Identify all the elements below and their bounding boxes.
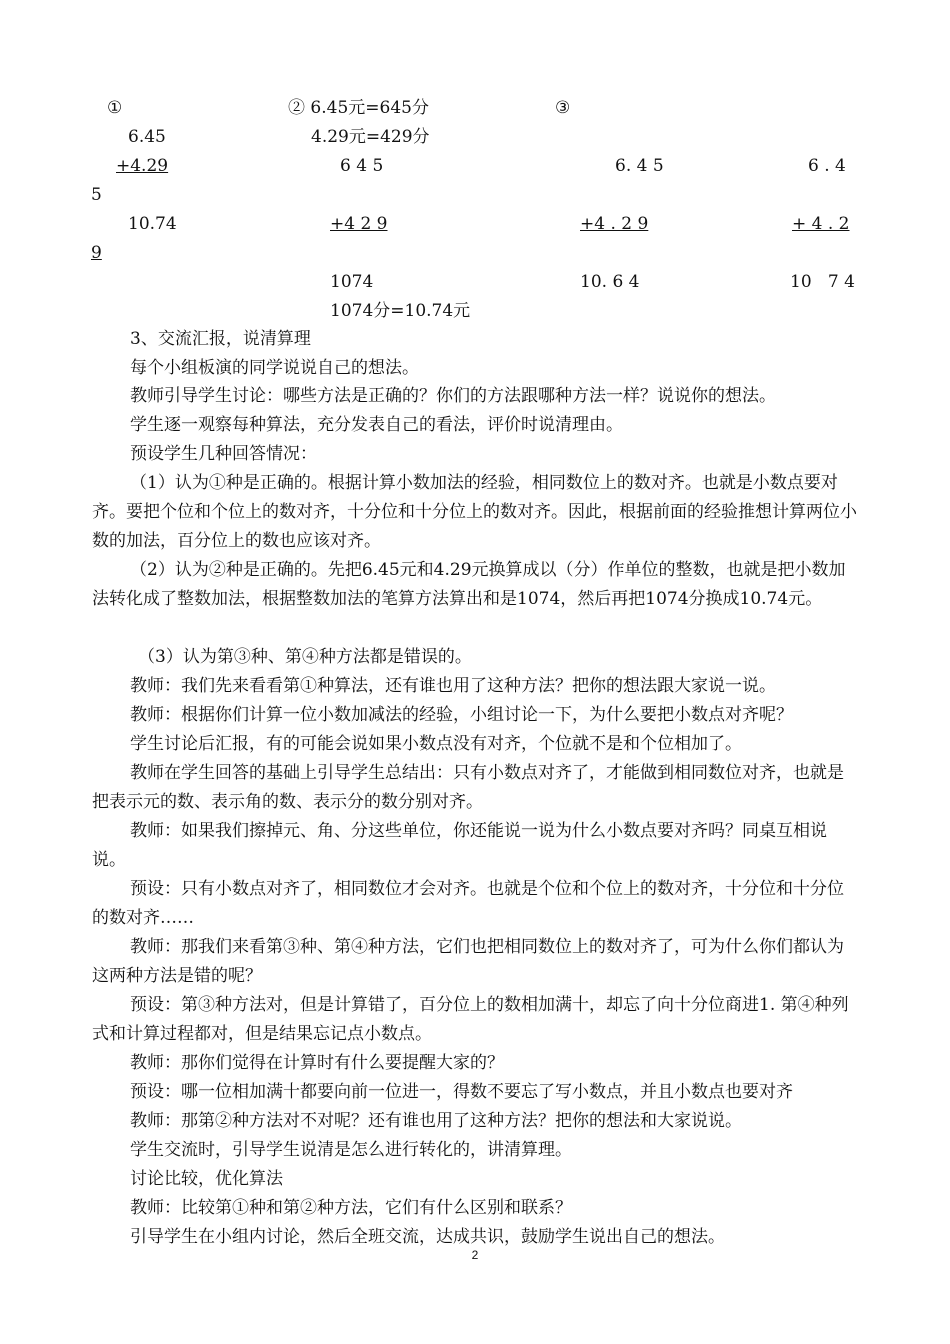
method-3-addend-a: 6. 4 5 — [615, 156, 664, 176]
method-4-addend-b-head: + 4 . 2 — [792, 214, 850, 234]
method-2-conversion: 4.29元=429分 — [311, 127, 430, 147]
method-3-addend-b: +4 . 2 9 — [580, 214, 649, 234]
paragraph: 学生讨论后汇报，有的可能会说如果小数点没有对齐，个位就不是和个位相加了。 — [130, 734, 742, 754]
paragraph: 教师：那我们来看第③种、第④种方法，它们也把相同数位上的数对齐了，可为什么你们都认为这两种方法是错的呢？ — [92, 937, 844, 986]
paragraph: 教师：根据你们计算一位小数加减法的经验，小组讨论一下，为什么要把小数点对齐呢？ — [130, 705, 793, 725]
paragraph: 预设：哪一位相加满十都要向前一位进一，得数不要忘了写小数点，并且小数点也要对齐 — [130, 1082, 793, 1102]
paragraph: （1）认为①种是正确的。根据计算小数加法的经验，相同数位上的数对齐。也就是小数点要对齐。要把个位和个位上的数对齐，十分位和十分位上的数对齐。因此，根据前面的经验推想计算两位小数的加法，百分位上的数也应该对齐。 — [92, 473, 857, 551]
paragraph: 学生逐一观察每种算法，充分发表自己的看法，评价时说清理由。 — [130, 415, 623, 435]
paragraph: 教师：如果我们擦掉元、角、分这些单位，你还能说一说为什么小数点要对齐吗？同桌互相说说。 — [92, 821, 827, 870]
paragraph: 预设学生几种回答情况： — [130, 444, 317, 464]
method-4-addend-a-head: 6 . 4 — [808, 156, 846, 176]
method-4-addend-b-tail: 9 — [91, 243, 102, 263]
paragraph: 学生交流时，引导学生说清是怎么进行转化的，讲清算理。 — [130, 1140, 572, 1160]
paragraph: 每个小组板演的同学说说自己的想法。 — [130, 358, 419, 378]
method-1-label: ① — [107, 98, 123, 118]
method-3-sum: 10. 6 4 — [580, 272, 640, 292]
method-2-addend-a: 6 4 5 — [340, 156, 384, 176]
method-4-addend-a-tail: 5 — [91, 185, 102, 205]
paragraph: （2）认为②种是正确的。先把6.45元和4.29元换算成以（分）作单位的整数，也就是把小数加法转化成了整数加法，根据整数加法的笔算方法算出和是1074，然后再把1074分换成10.74元。 — [92, 560, 846, 609]
paragraph: 教师：那你们觉得在计算时有什么要提醒大家的？ — [130, 1053, 504, 1073]
method-1-addend-a: 6.45 — [128, 127, 166, 147]
method-2-result: 1074分=10.74元 — [330, 301, 471, 321]
paragraph: 教师：比较第①种和第②种方法，它们有什么区别和联系？ — [130, 1198, 572, 1218]
paragraph: 预设：第③种方法对，但是计算错了，百分位上的数相加满十，却忘了向十分位商进1. 第④种列式和计算过程都对，但是结果忘记点小数点。 — [92, 995, 849, 1044]
paragraph: 预设：只有小数点对齐了，相同数位才会对齐。也就是个位和个位上的数对齐，十分位和十分位的数对齐…… — [92, 879, 844, 928]
method-2-sum: 1074 — [330, 272, 374, 292]
paragraph: 教师在学生回答的基础上引导学生总结出：只有小数点对齐了，才能做到相同数位对齐，也就是把表示元的数、表示角的数、表示分的数分别对齐。 — [92, 763, 844, 812]
method-4-sum: 10 7 4 — [790, 272, 855, 292]
method-1-sum: 10.74 — [128, 214, 177, 234]
paragraph: 教师：我们先来看看第①种算法，还有谁也用了这种方法？把你的想法跟大家说一说。 — [130, 676, 776, 696]
section-heading: 讨论比较，优化算法 — [130, 1169, 283, 1189]
method-2-label: ② 6.45元=645分 — [288, 98, 429, 118]
page-number: 2 — [471, 1248, 479, 1262]
paragraph: 教师：那第②种方法对不对呢？还有谁也用了这种方法？把你的想法和大家说说。 — [130, 1111, 742, 1131]
method-3-label: ③ — [555, 98, 571, 118]
paragraph: （3）认为第③种、第④种方法都是错误的。 — [138, 647, 472, 667]
paragraph: 教师引导学生讨论：哪些方法是正确的？你们的方法跟哪种方法一样？说说你的想法。 — [130, 386, 776, 406]
method-1-addend-b: +4.29 — [116, 156, 169, 176]
method-2-addend-b: +4 2 9 — [330, 214, 388, 234]
paragraph: 引导学生在小组内讨论，然后全班交流，达成共识，鼓励学生说出自己的想法。 — [130, 1227, 725, 1247]
section-heading: 3、交流汇报，说清算理 — [130, 329, 311, 349]
